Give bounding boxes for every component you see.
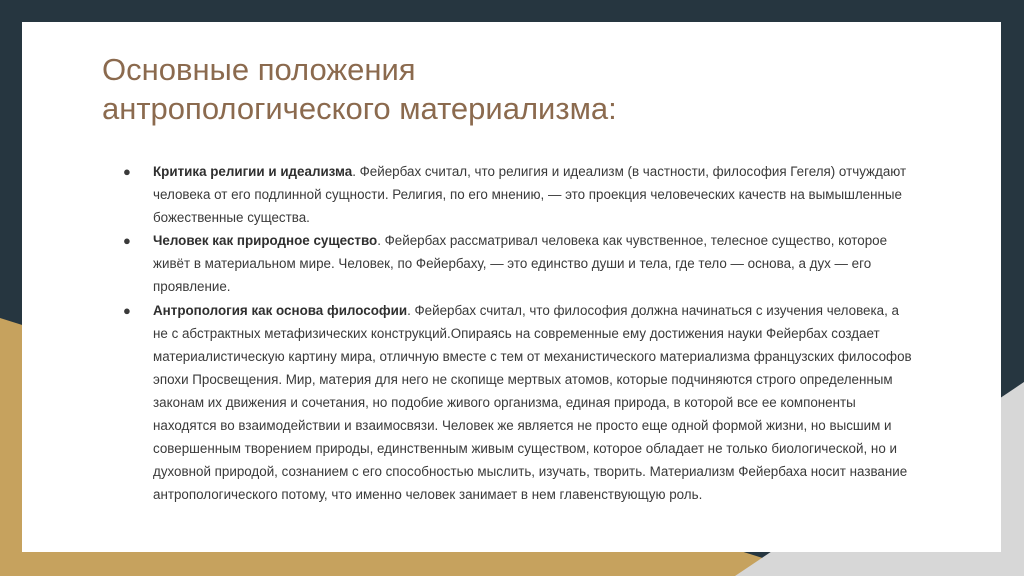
bullet-dot-icon: ● bbox=[123, 302, 131, 318]
bullet-text: . Фейербах считал, что философия должна начинаться с изучения человека, а не с абстрактных метафизических конструкций.Опираясь на современные ему достижения науки Фейербах создает материалистическую картину мира, отличную вместе с тем от механистического материализма французских философов эпохи Просвещения. Мир, материя для него не скопище мертвых атомов, которые подчиняются строго определенным законам их движения и сочетания, но подобие живого организма, единая природа, в которой все ее компоненты находятся во взаимодействии и взаимосвязи. Человек же является не просто еще одной формой жизни, но высшим и совершенным творением природы, единственным живым существом, которое обладает не только биологической, но и духовной природой, сознанием с его способностью мыслить, изучать, творить. Материализм Фейербаха носит название антропологического потому, что именно человек занимает в нем главенствующую роль. bbox=[153, 302, 912, 503]
bullet-term: Антропология как основа философии bbox=[153, 302, 408, 318]
bullet-term: Человек как природное существо bbox=[153, 233, 378, 249]
slide-title bbox=[102, 50, 922, 128]
title-line-2: антропологического материализма: bbox=[102, 91, 617, 126]
bullet-list bbox=[115, 160, 915, 506]
bullet-item-religion-critique bbox=[115, 160, 915, 229]
title-line-1: Основные положения bbox=[102, 52, 416, 87]
bullet-text: . Фейербах рассматривал человека как чувственное, телесное существо, которое живёт в материальном мире. Человек, по Фейербаху, — это единство души и тела, где тело — основа, а дух — его проявление. bbox=[153, 233, 888, 295]
bullet-item-natural-being bbox=[115, 229, 915, 298]
bullet-dot-icon: ● bbox=[123, 164, 131, 179]
bullet-text: . Фейербах считал, что религия и идеализм (в частности, философия Гегеля) отчуждают человека от его подлинной сущности. Религия, по его мнению, — это проекция человеческих качеств на вымышленные божественные существа. bbox=[153, 164, 907, 226]
bullet-term: Критика религии и идеализма bbox=[153, 164, 353, 179]
bullet-item-anthropology-basis bbox=[115, 299, 915, 507]
bullet-dot-icon: ● bbox=[123, 233, 131, 249]
slide-content bbox=[22, 22, 1001, 552]
